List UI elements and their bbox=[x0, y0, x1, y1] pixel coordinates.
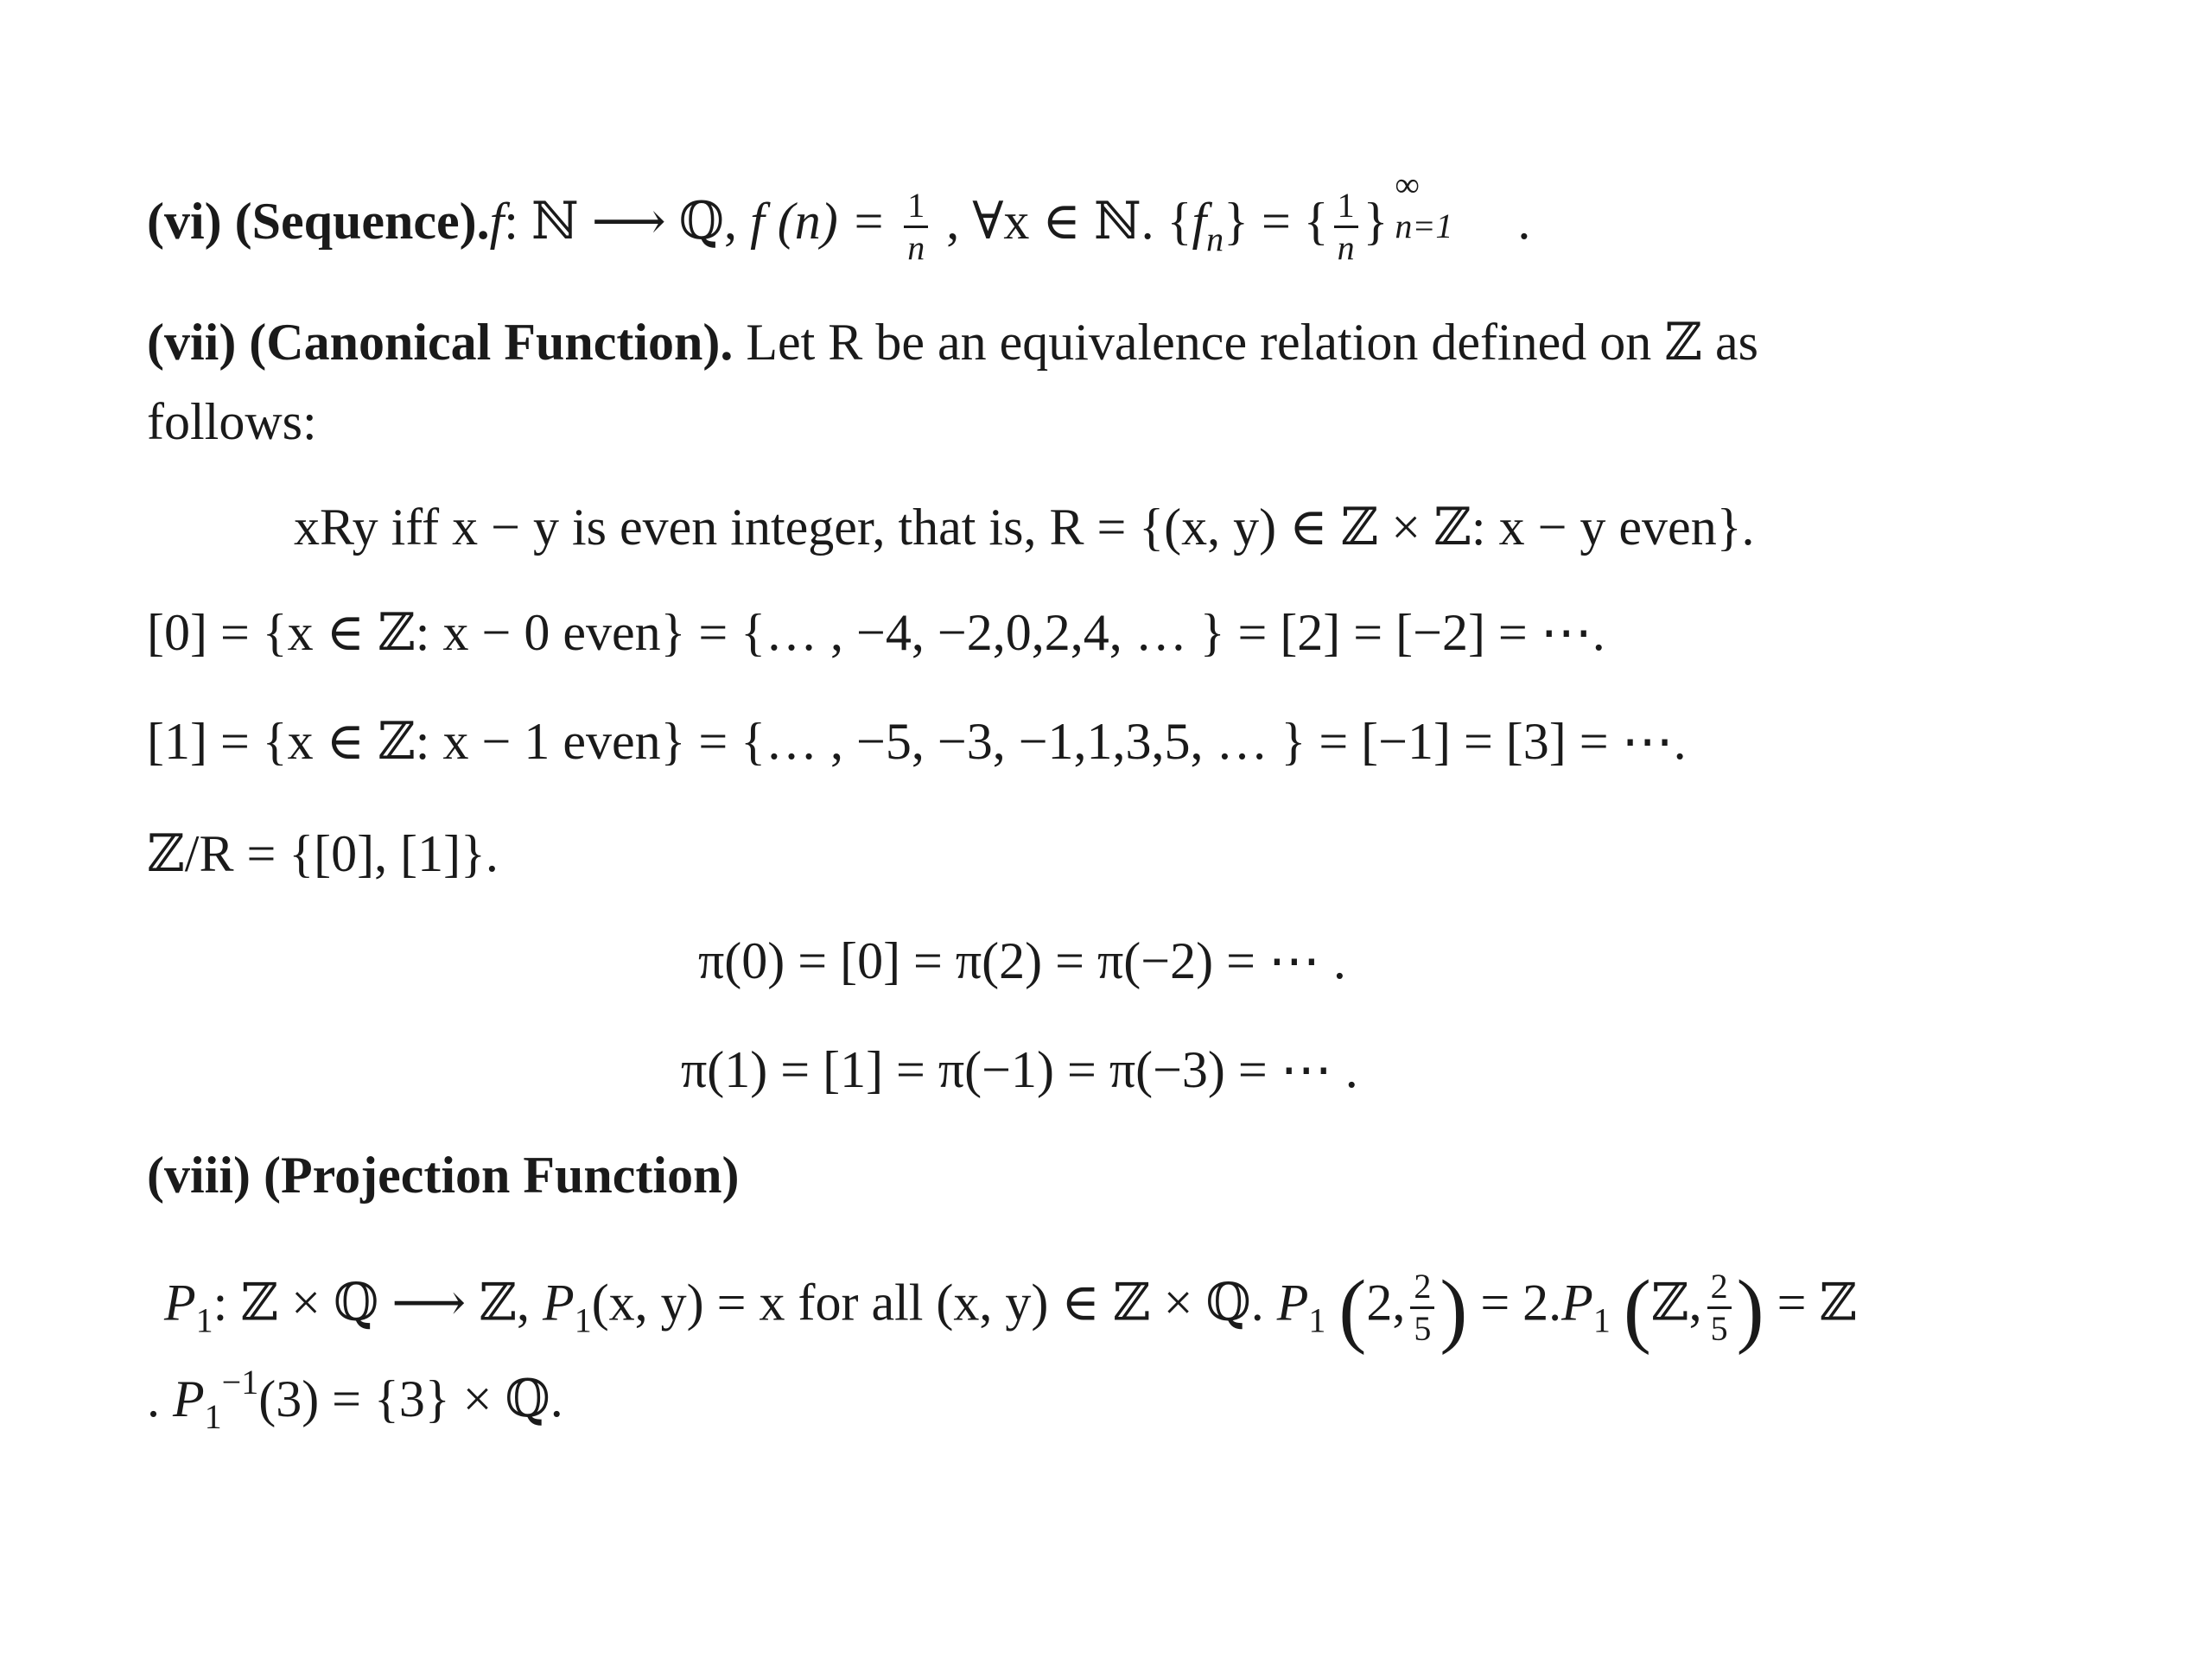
projection-label: (viii) (Projection Function) bbox=[147, 1147, 740, 1204]
canonical-map-1: π(1) = [1] = π(−1) = π(−3) = ⋯ . bbox=[681, 1041, 1358, 1098]
fraction-two-fifths: $\frac{2}{5}$ bbox=[1410, 1268, 1434, 1347]
canonical-intro: Let R be an equivalence relation defined on ℤ as bbox=[733, 314, 1759, 371]
sequence-limits: ∞ n=1 bbox=[1395, 165, 1453, 245]
sequence-line: (vi) (Sequence).f: ℕ ⟶ ℚ, f (n) = $\frac{1}{n}$ , ∀x ∈ ℕ. $\{f_n\}$ = { $\frac{1}{n}$ } ∞ n=1 . bbox=[147, 165, 1531, 267]
sequence-quantifier: , ∀x ∈ ℕ. { bbox=[933, 193, 1192, 250]
canonical-label: (vii) (Canonical Function). bbox=[147, 314, 734, 371]
function-symbol: f bbox=[489, 193, 505, 250]
fraction-two-fifths-2: $\frac{2}{5}$ bbox=[1707, 1268, 1732, 1347]
fraction-one-over-n-2: $\frac{1}{n}$ bbox=[1334, 188, 1358, 266]
equivalence-class-0: [0] = {x ∈ ℤ: x − 0 even} = {… , −4, −2,0,2,4, … } = [2] = [−2] = ⋯. bbox=[147, 604, 1605, 661]
canonical-heading-line bbox=[147, 314, 1759, 371]
quotient-set: ℤ/R = {[0], [1]}. bbox=[147, 825, 499, 882]
projection-preimage: . $P_1^{-1}(3) = \{3\}$ × ℚ. bbox=[147, 1363, 563, 1436]
relation-definition: xRy iff x − y is even integer, that is, R = {(x, y) ∈ ℤ × ℤ: x − y even}. bbox=[294, 499, 1755, 556]
equivalence-class-1: [1] = {x ∈ ℤ: x − 1 even} = {… , −5, −3, −1,1,3,5, … } = [−1] = [3] = ⋯. bbox=[147, 713, 1687, 770]
sequence-label: (vi) (Sequence). bbox=[147, 193, 490, 250]
canonical-intro-continued: follows: bbox=[147, 393, 317, 450]
fraction-one-over-n: $\frac{1}{n}$ bbox=[904, 188, 928, 266]
sequence-definition: f (n) = bbox=[750, 193, 899, 250]
projection-definition: $P_1$: ℤ × ℚ ⟶ ℤ, $P_1(x$, y) = x for all (x, y) ∈ ℤ × ℚ. $P_1$ (2, $\frac{2}{5}$ ) = $2.P_1$ (ℤ, $\frac{2}{5}$ ) = ℤ bbox=[164, 1262, 1858, 1356]
sequence-mapping: : ℕ ⟶ ℚ, bbox=[504, 193, 751, 250]
canonical-map-0: π(0) = [0] = π(2) = π(−2) = ⋯ . bbox=[698, 932, 1346, 989]
